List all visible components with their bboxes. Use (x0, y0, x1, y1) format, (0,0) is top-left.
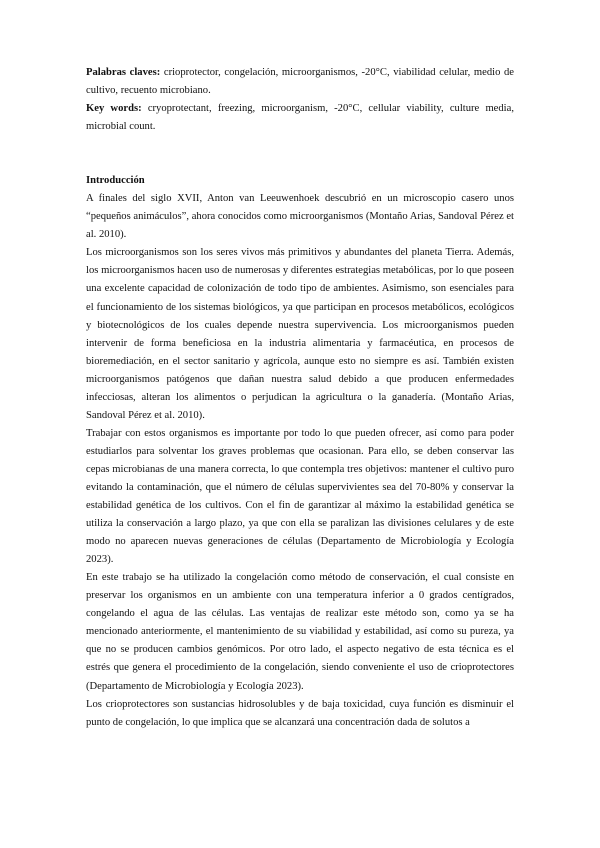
keywords-spanish-text: crioprotector, congelación, microorganismos, -20°C, viabilidad celular, medio de cultivo, recuento microbiano. (86, 67, 514, 97)
paragraph-1: A finales del siglo XVII, Anton van Leeuwenhoek descubrió en un microscopio casero unos “pequeños animáculos”, ahora conocidos como microorganismos (Montaño Arias, Sandoval Pérez et al. 2010). (86, 193, 514, 241)
keywords-english-label: Key words: (86, 103, 142, 115)
keywords-spanish (86, 64, 514, 100)
section-spacer (86, 136, 514, 172)
paragraph-3: Trabajar con estos organismos es importante por todo lo que pueden ofrecer, así como para poder estudiarlos para solventar los graves problemas que ocasionan. Para ello, se deben conservar las cepas microbianas de una manera correcta, lo que contempla tres objetivos: mantener el cultivo puro evitando la contaminación, que el número de células supervivientes sea del 70-80% y conservar la estabilidad genética de los cultivos. Con el fin de garantizar al máximo la estabilidad genética se utiliza la conservación a largo plazo, ya que con ella se paralizan las divisiones celulares y de este modo no aparecen nuevas generaciones de células (Departamento de Microbiología y Ecología 2023). (86, 427, 514, 566)
section-heading: Introducción (86, 175, 145, 187)
paragraph-2: Los microorganismos son los seres vivos más primitivos y abundantes del planeta Tierra. Además, los microorganismos hacen uso de numerosas y diferentes estrategias metabólicas, por lo que poseen una excelente capacidad de colonización de todo tipo de ambientes. Asimismo, son esenciales para el funcionamiento de los sistemas biológicos, ya que participan en procesos metabólicos, ecológicos y biotecnológicos de los cuales depende nuestra supervivencia. Los microorganismos pueden intervenir de forma beneficiosa en la industria alimentaria y farmacéutica, en procesos de bioremediación, en el sector sanitario y agrícola, aunque esto no siempre es así. También existen microorganismos patógenos que dañan nuestra salud debido a que producen enfermedades infecciosas, alteran los alimentos o perjudican la agricultura o la ganadería. (Montaño Arias, Sandoval Pérez et al. 2010). (86, 247, 514, 421)
keywords-english (86, 100, 514, 136)
paragraph-4: En este trabajo se ha utilizado la congelación como método de conservación, el cual consiste en preservar los organismos en un ambiente con una temperatura inferior a 0 grados centígrados, congelando el agua de las células. Las ventajas de realizar este método son, como ya se ha mencionado anteriormente, el mantenimiento de su viabilidad y estabilidad, así como su pureza, ya que no se producen cambios genómicos. Por otro lado, el aspecto negativo de esta técnica es el estrés que genera el procedimiento de la congelación, siendo conveniente el uso de crioprotectores (Departamento de Microbiología y Ecología 2023). (86, 572, 514, 692)
keywords-spanish-label: Palabras claves: (86, 67, 161, 78)
document-page (86, 64, 514, 732)
paragraph-5: Los crioprotectores son sustancias hidrosolubles y de baja toxicidad, cuya función es disminuir el punto de congelación, lo que implica que se alcanzará una concentración dada de solutos a (86, 698, 514, 728)
keywords-english-text: cryoprotectant, freezing, microorganism, -20°C, cellular viability, culture media, microbial count. (86, 103, 514, 133)
